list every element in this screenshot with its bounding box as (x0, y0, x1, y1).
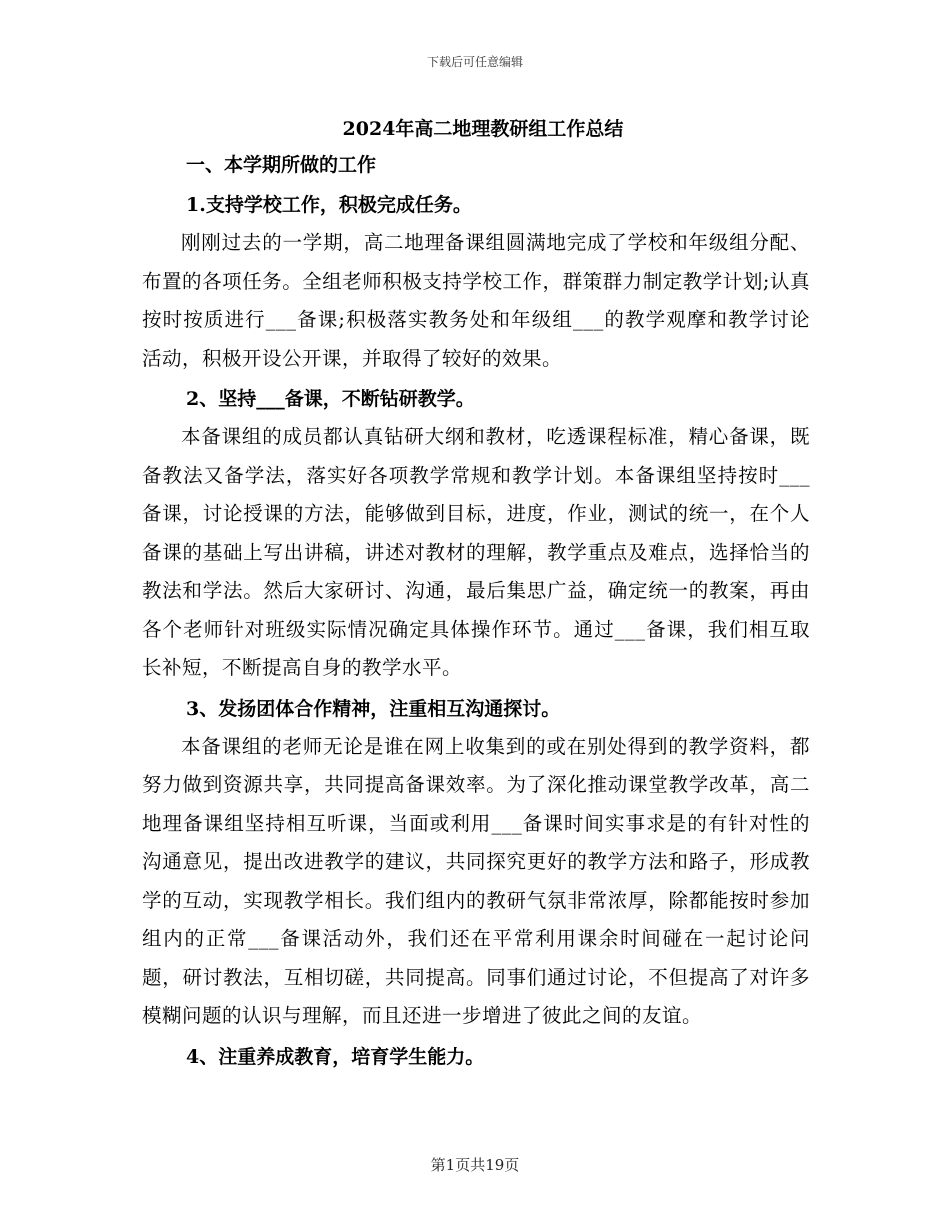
paragraph-2: 本备课组的成员都认真钻研大纲和教材，吃透课程标准，精心备课，既备教法又备学法，落实好各项教学常规和教学计划。本备课组坚持按时___备课，讨论授课的方法，能够做到目标，进度，作业，测试的统一，在个人备课的基础上写出讲稿，讲述对教材的理解，教学重点及难点，选择恰当的教法和学法。然后大家研讨、沟通，最后集思广益，确定统一的教案，再由各个老师针对班级实际情况确定具体操作环节。通过___备课，我们相互取长补短，不断提高自身的教学水平。 (142, 425, 810, 679)
section-heading-1: 一、本学期所做的工作 (186, 154, 377, 176)
page-number: 第1页共19页 (430, 1156, 520, 1174)
paragraph-1: 刚刚过去的一学期，高二地理备课组圆满地完成了学校和年级组分配、布置的各项任务。全组老师积极支持学校工作，群策群力制定教学计划;认真按时按质进行___备课;积极落实教务处和年级组___的教学观摩和教学讨论活动，积极开设公开课，并取得了较好的效果。 (142, 231, 810, 370)
header-note: 下载后可任意编辑 (426, 55, 523, 69)
document-body (142, 112, 810, 1076)
document-title: 2024年高二地理教研组工作总结 (342, 118, 624, 140)
subsection-heading-4: 4、注重养成教育，培育学生能力。 (186, 1045, 485, 1068)
paragraph-3: 本备课组的老师无论是谁在网上收集到的或在别处得到的教学资料，都努力做到资源共享，共同提高备课效率。为了深化推动课堂教学改革，高二地理备课组坚持相互听课，当面或利用___备课时间实事求是的有针对性的沟通意见，提出改进教学的建议，共同探究更好的教学方法和路子，形成教学的互动，实现教学相长。我们组内的教研气氛非常浓厚，除都能按时参加组内的正常___备课活动外，我们还在平常利用课余时间碰在一起讨论问题，研讨教法，互相切磋，共同提高。同事们通过讨论，不但提高了对许多模糊问题的认识与理解，而且还进一步增进了彼此之间的友谊。 (142, 734, 810, 1027)
subsection-heading-3: 3、发扬团体合作精神，注重相互沟通探讨。 (186, 697, 561, 720)
subsection-heading-2: 2、坚持___备课，不断钻研教学。 (186, 388, 475, 410)
subsection-heading-1: 1.支持学校工作，积极完成任务。 (186, 194, 472, 216)
